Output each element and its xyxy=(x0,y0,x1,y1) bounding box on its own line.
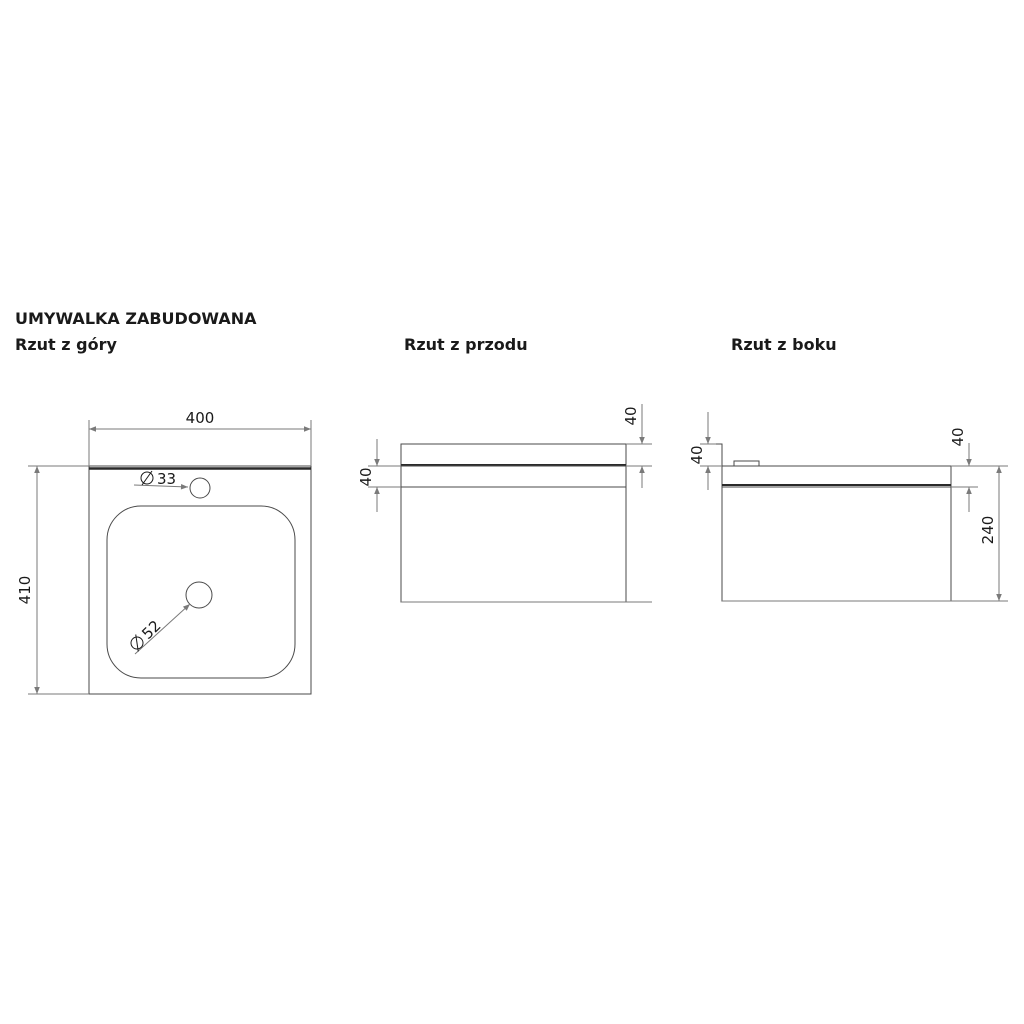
front-countertop xyxy=(401,444,626,466)
view-label-top: Rzut z góry xyxy=(15,335,117,354)
side-tap-block xyxy=(734,461,759,466)
front-cabinet xyxy=(401,466,626,602)
tap-hole-value: 33 xyxy=(157,470,177,488)
view-label-side: Rzut z boku xyxy=(731,335,837,354)
depth-value: 410 xyxy=(16,575,34,605)
drawing-title: UMYWALKA ZABUDOWANA xyxy=(15,309,257,328)
side-left-40-value: 40 xyxy=(688,445,706,465)
side-cabinet xyxy=(722,487,951,601)
side-right-40-value: 40 xyxy=(949,427,967,447)
side-backsplash xyxy=(716,444,722,466)
tap-hole xyxy=(190,478,210,498)
top-view-outline xyxy=(89,466,311,694)
drain-value: 52 xyxy=(138,616,165,643)
front-top-40-value: 40 xyxy=(622,406,640,426)
side-countertop xyxy=(722,466,951,487)
basin-bowl xyxy=(107,506,295,678)
diameter-symbol-tap xyxy=(141,471,153,485)
top-view xyxy=(28,420,311,694)
front-left-40-value: 40 xyxy=(357,467,375,487)
front-view xyxy=(368,404,652,602)
view-label-front: Rzut z przodu xyxy=(404,335,528,354)
width-value: 400 xyxy=(185,409,215,427)
side-height-value: 240 xyxy=(979,515,997,545)
